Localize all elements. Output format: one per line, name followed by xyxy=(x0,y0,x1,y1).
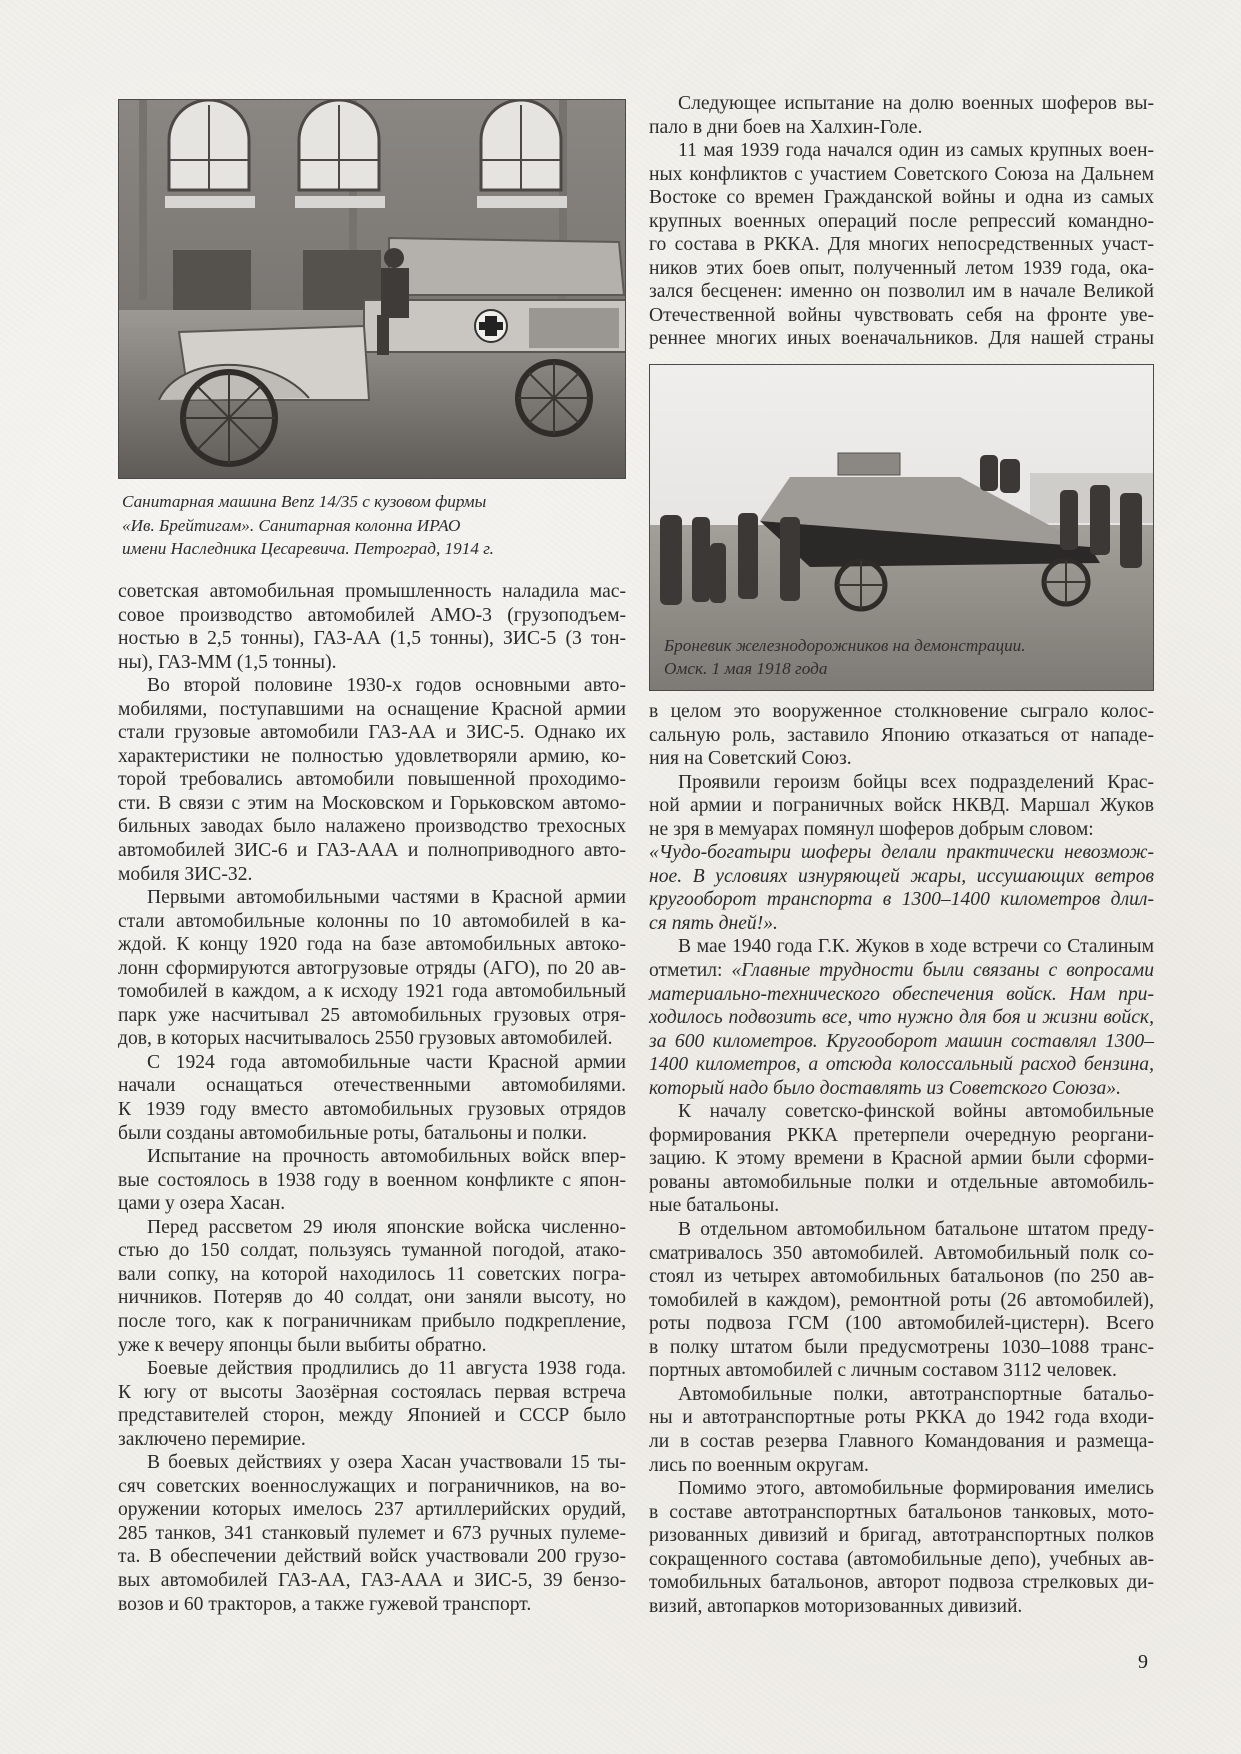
text-line: визий, автопарков моторизованных дивизий. xyxy=(649,1595,1023,1617)
text-line: К началу советско-финской войны автомобильные xyxy=(678,1101,1154,1123)
text-line: отметил: «Главные трудности были связаны с вопросами xyxy=(649,960,1154,982)
text-line: ния на Советский Союз. xyxy=(649,748,852,770)
text-line: В отдельном автомобильном батальоне штатом преду- xyxy=(678,1219,1154,1241)
text-line: оружении которых имелось 237 артиллерийских орудий, xyxy=(118,1499,626,1521)
paragraph xyxy=(649,841,1154,935)
paragraph xyxy=(649,771,1154,842)
text-line: зацию. К этому времени в Красной армии были сформи- xyxy=(649,1148,1154,1170)
paragraph xyxy=(649,1218,1154,1383)
text-line: вали сопку, на которой находилось 11 советских погра- xyxy=(118,1263,626,1285)
text-line: Востоке со времен Гражданской войны и одна из самых xyxy=(649,187,1154,209)
text-line: томобильных батальонов, авторот подвоза стрелковых ди- xyxy=(649,1572,1154,1594)
text-line: уже к вечеру японцы были выбиты обратно. xyxy=(118,1334,487,1356)
text-line: в полку штатом были предусмотрены 1030–1088 транс- xyxy=(649,1336,1154,1358)
text-line: торой требовались автомобили повышенной проходимо- xyxy=(118,769,626,791)
text-line: портных автомобилей с личным составом 3112 человек. xyxy=(649,1360,1117,1382)
photo-vintage-ambulance-truck-icon xyxy=(119,100,626,479)
caption-line: Омск. 1 мая 1918 года xyxy=(664,658,828,678)
text-line: го состава в РККА. Для многих непосредственных участ- xyxy=(649,234,1154,256)
paragraph xyxy=(118,1216,626,1357)
text-line: сматривалось 350 автомобилей. Автомобильный полк со- xyxy=(649,1242,1154,1264)
text-line: пало в дни боев на Халхин-Голе. xyxy=(649,116,923,138)
paragraph xyxy=(118,1451,626,1616)
paragraph xyxy=(649,1383,1154,1477)
caption-line: имени Наследника Цесаревича. Петроград, 1914 г. xyxy=(122,539,494,558)
text-line: стали грузовые автомобили ГАЗ-АА и ЗИС-5. Однако их xyxy=(118,722,626,744)
text-line: заключено перемирие. xyxy=(118,1428,306,1450)
text-line: Проявили героизм бойцы всех подразделений Крас- xyxy=(678,771,1154,793)
text-line: К 1939 году вместо автомобильных грузовых отрядов xyxy=(118,1099,626,1121)
paragraph xyxy=(118,886,626,1051)
paragraph xyxy=(118,1145,626,1216)
page-number: 9 xyxy=(1138,1651,1148,1673)
text-line: «Чудо-богатыри шоферы делали практически невозмож- xyxy=(649,842,1154,864)
caption-line: Санитарная машина Benz 14/35 с кузовом фирмы xyxy=(122,492,487,511)
text-line: совое производство автомобилей АМО-3 (грузоподъем- xyxy=(118,604,626,626)
text-line: начали оснащаться отечественными автомобилями. xyxy=(118,1075,626,1097)
text-line: Боевые действия продлились до 11 августа 1938 года. xyxy=(147,1358,626,1380)
text-line: были созданы автомобильные роты, батальоны и полки. xyxy=(118,1122,588,1144)
text-line: Испытание на прочность автомобильных войск впер- xyxy=(147,1146,626,1168)
text-line: стали автомобильные колонны по 10 автомобилей в ка- xyxy=(118,910,626,932)
text-line: реннее многих иных военачальников. Для нашей страны xyxy=(649,328,1154,350)
text-line: стоял из четырех автомобильных батальонов (по 250 ав- xyxy=(649,1266,1154,1288)
text-line: Во второй половине 1930-х годов основными авто- xyxy=(147,675,626,697)
text-line: сокращенного состава (автомобильные депо), учебных ав- xyxy=(649,1548,1154,1570)
text-line: ны), ГАЗ-ММ (1,5 тонны). xyxy=(118,651,337,673)
text-line: зался бесценен: именно он позволил им в начале Великой xyxy=(649,281,1154,303)
text-line: автомобилей ЗИС-6 и ГАЗ-ААА и полноприводного авто- xyxy=(118,840,626,862)
text-line: лонн сформируются автогрузовые отряды (АГО), по 20 ав- xyxy=(118,957,626,979)
text-line: в составе автотранспортных батальонов танковых, мото- xyxy=(649,1501,1154,1523)
text-line: Отечественной войны чувствовать себя на фронте уве- xyxy=(649,304,1154,326)
text-line: мобиля ЗИС-32. xyxy=(118,863,253,885)
text-line: рованы автомобильные полки и отдельные автомобиль- xyxy=(649,1171,1154,1193)
text-line: крупных военных операций после репрессий командно- xyxy=(649,210,1154,232)
paragraph xyxy=(649,700,1154,771)
armored-car-photo xyxy=(649,364,1154,691)
ambulance-photo xyxy=(118,99,626,479)
text-line: цами у озера Хасан. xyxy=(118,1193,286,1215)
text-line: ждой. К концу 1920 года на базе автомобильных автоко- xyxy=(118,934,626,956)
text-line: ной армии и пограничных войск НКВД. Маршал Жуков xyxy=(649,795,1154,817)
text-line: формирования РККА претерпели очередную реоргани- xyxy=(649,1124,1154,1146)
caption-line: «Ив. Брейтигам». Санитарная колонна ИРАО xyxy=(122,515,461,535)
text-line: Помимо этого, автомобильные формирования имелись xyxy=(678,1478,1154,1500)
text-line: томобилей в каждом), ремонтной роты (26 автомобилей), xyxy=(649,1289,1154,1311)
text-line: ников этих боев опыт, полученный летом 1939 года, ока- xyxy=(649,257,1154,279)
paragraph xyxy=(649,92,1154,139)
text-line: Следующее испытание на долю военных шоферов вы- xyxy=(678,93,1154,114)
text-line: парк уже насчитывал 25 автомобильных грузовых отря- xyxy=(118,1004,626,1026)
paragraph xyxy=(118,674,626,886)
text-line: ходилось подвозить все, что нужно для боя и жизни войск, xyxy=(649,1007,1154,1029)
text-line: роты подвоза ГСМ (100 автомобилей-цистерн). Всего xyxy=(649,1313,1154,1335)
text-line: стью до 150 солдат, пользуясь туманной погодой, атако- xyxy=(118,1240,626,1262)
text-line: Автомобильные полки, автотранспортные батальо- xyxy=(678,1383,1154,1405)
text-line: возов и 60 тракторов, а также гужевой транспорт. xyxy=(118,1593,532,1615)
caption-line: Броневик железнодорожников на демонстрации. xyxy=(664,636,1026,655)
text-line: кругооборот транспорта в 1300–1400 километров длил- xyxy=(649,889,1154,911)
text-line: та. В обеспечении действий войск участвовали 200 грузо- xyxy=(118,1546,626,1568)
ambulance-photo-caption xyxy=(122,490,582,561)
text-line: в целом это вооруженное столкновение сыграло колос- xyxy=(649,701,1154,722)
armored-car-photo-caption xyxy=(664,635,1084,680)
paragraph xyxy=(649,1477,1154,1618)
text-line: после того, как к пограничникам прибыло подкрепление, xyxy=(118,1310,626,1332)
text-line: С 1924 года автомобильные части Красной армии xyxy=(147,1051,626,1073)
text-line: 285 танков, 341 станковый пулемет и 673 ручных пулеме- xyxy=(118,1522,626,1544)
text-line: советская автомобильная промышленность наладила мас- xyxy=(118,581,626,602)
paragraph xyxy=(118,1051,626,1145)
text-line: не зря в мемуарах помянул шоферов добрым словом: xyxy=(649,818,1094,840)
text-line: 1400 километров, а отсюда колоссальный расход бензина, xyxy=(649,1054,1154,1076)
text-line: ные батальоны. xyxy=(649,1195,780,1217)
right-column-top-text xyxy=(649,92,1154,351)
text-line: К югу от высоты Заозёрная состоялась первая встреча xyxy=(118,1381,626,1403)
text-line: ное. В условиях изнуряющей жары, иссушающих ветров xyxy=(649,865,1154,887)
text-line: лись по военным округам. xyxy=(649,1454,869,1476)
paragraph xyxy=(649,139,1154,351)
text-line: вых автомобилей ГАЗ-АА, ГАЗ-ААА и ЗИС-5, 39 бензо- xyxy=(118,1569,626,1591)
text-line: за 600 километров. Кругооборот машин составлял 1300– xyxy=(649,1030,1154,1052)
paragraph xyxy=(649,1100,1154,1218)
text-line: 11 мая 1939 года начался один из самых крупных воен- xyxy=(678,140,1154,162)
text-line: который надо было доставлять из Советского Союза». xyxy=(649,1077,1122,1099)
text-line: томобилей в каждом, а к исходу 1921 года автомобильный xyxy=(118,981,626,1003)
text-line: представителей сторон, между Японией и СССР было xyxy=(118,1405,626,1427)
text-line: ностью в 2,5 тонны), ГАЗ-АА (1,5 тонны), ЗИС-5 (3 тон- xyxy=(118,628,626,650)
left-column-text xyxy=(118,580,626,1616)
text-line: сти. В связи с этим на Московском и Горьковском автомо- xyxy=(118,792,626,814)
text-line: ных конфликтов с участием Советского Союза на Дальнем xyxy=(649,163,1154,185)
paragraph xyxy=(118,580,626,674)
text-line: характеристики не полностью удовлетворяли армию, ко- xyxy=(118,745,626,767)
text-line: ли в состав резерва Главного Командования и размеща- xyxy=(649,1430,1154,1452)
text-line: вые состоялось в 1938 году в военном конфликте с япон- xyxy=(118,1169,626,1191)
text-line: Первыми автомобильными частями в Красной армии xyxy=(147,887,626,909)
text-line: Перед рассветом 29 июля японские войска численно- xyxy=(147,1216,626,1238)
text-line: сальную роль, заставило Японию отказаться от нападе- xyxy=(649,724,1154,746)
text-line: ризованных дивизий и бригад, автотранспортных полков xyxy=(649,1525,1154,1547)
text-line: бильных заводах было налажено производство трехосных xyxy=(118,816,626,838)
paragraph xyxy=(118,1357,626,1451)
text-line: дов, в которых насчитывалось 2550 грузовых автомобилей. xyxy=(118,1028,613,1050)
paragraph xyxy=(649,935,1154,1100)
text-line: мобилями, поступавшими на оснащение Красной армии xyxy=(118,698,626,720)
right-column-bottom-text xyxy=(649,700,1154,1618)
text-line: ны и автотранспортные роты РККА до 1942 года входи- xyxy=(649,1407,1154,1429)
text-line: В мае 1940 года Г.К. Жуков в ходе встречи со Сталиным xyxy=(678,936,1154,958)
text-line: ничников. Потеряв до 40 солдат, они заняли высоту, но xyxy=(118,1287,626,1309)
text-line: материально-технического обеспечения войск. Нам при- xyxy=(649,983,1154,1005)
text-line: сяч советских военнослужащих и пограничников, на во- xyxy=(118,1475,626,1497)
text-line: В боевых действиях у озера Хасан участвовали 15 ты- xyxy=(147,1452,626,1474)
text-line: ся пять дней!». xyxy=(649,912,778,934)
